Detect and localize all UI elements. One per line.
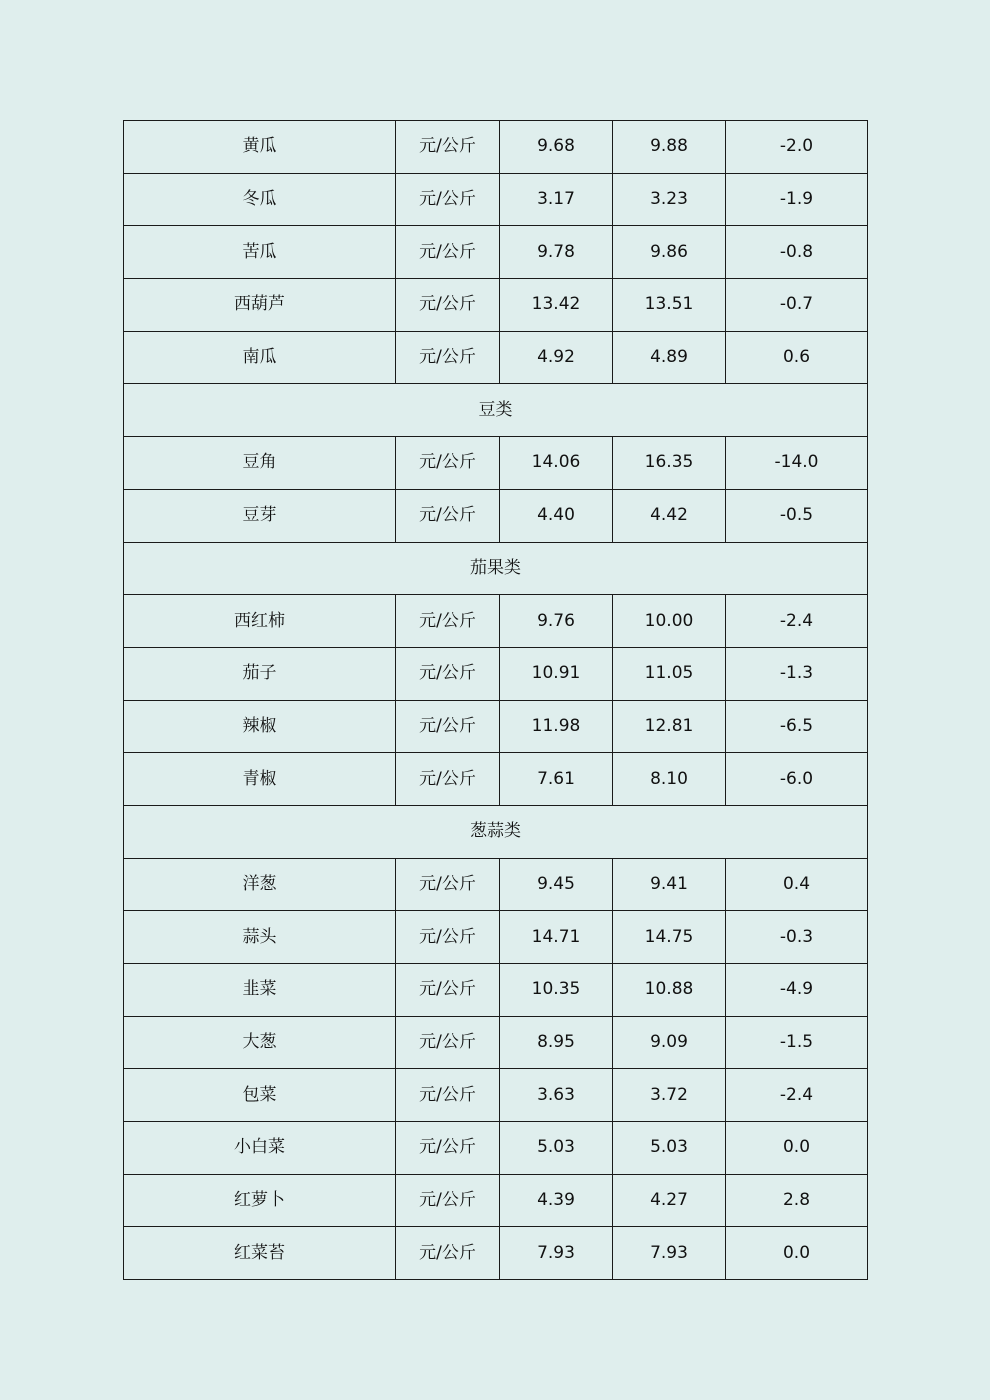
current-price-cell: 10.91 [500,647,613,700]
category-row [124,542,868,595]
table-row [124,595,868,648]
table-row [124,437,868,490]
change-percent-cell: 0.0 [726,1227,868,1280]
item-name-cell: 蒜头 [124,911,396,964]
change-percent-cell: -14.0 [726,437,868,490]
current-price-cell: 9.45 [500,858,613,911]
change-percent-cell: -4.9 [726,964,868,1017]
current-price-cell: 9.78 [500,226,613,279]
change-percent-cell: 0.4 [726,858,868,911]
table-row [124,1016,868,1069]
price-table-body [124,121,868,1280]
change-percent-cell: -1.5 [726,1016,868,1069]
table-row [124,700,868,753]
item-name-cell: 茄子 [124,647,396,700]
unit-cell: 元/公斤 [396,173,500,226]
table-row [124,331,868,384]
unit-cell: 元/公斤 [396,1227,500,1280]
item-name-cell: 豆角 [124,437,396,490]
previous-price-cell: 7.93 [613,1227,726,1280]
table-row [124,1122,868,1175]
category-label: 豆类 [124,384,868,437]
previous-price-cell: 3.23 [613,173,726,226]
item-name-cell: 冬瓜 [124,173,396,226]
previous-price-cell: 9.09 [613,1016,726,1069]
unit-cell: 元/公斤 [396,858,500,911]
unit-cell: 元/公斤 [396,647,500,700]
vegetable-price-table [123,120,868,1280]
unit-cell: 元/公斤 [396,1122,500,1175]
unit-cell: 元/公斤 [396,226,500,279]
unit-cell: 元/公斤 [396,753,500,806]
item-name-cell: 豆芽 [124,489,396,542]
current-price-cell: 14.06 [500,437,613,490]
change-percent-cell: -1.9 [726,173,868,226]
change-percent-cell: -6.5 [726,700,868,753]
current-price-cell: 3.17 [500,173,613,226]
change-percent-cell: -2.4 [726,595,868,648]
previous-price-cell: 10.00 [613,595,726,648]
unit-cell: 元/公斤 [396,489,500,542]
table-row [124,858,868,911]
current-price-cell: 5.03 [500,1122,613,1175]
table-row [124,489,868,542]
previous-price-cell: 11.05 [613,647,726,700]
table-row [124,173,868,226]
unit-cell: 元/公斤 [396,279,500,332]
table-row [124,911,868,964]
unit-cell: 元/公斤 [396,121,500,174]
current-price-cell: 10.35 [500,964,613,1017]
current-price-cell: 3.63 [500,1069,613,1122]
change-percent-cell: -1.3 [726,647,868,700]
current-price-cell: 9.76 [500,595,613,648]
current-price-cell: 8.95 [500,1016,613,1069]
current-price-cell: 7.61 [500,753,613,806]
table-row [124,121,868,174]
table-row [124,1174,868,1227]
previous-price-cell: 8.10 [613,753,726,806]
current-price-cell: 4.40 [500,489,613,542]
previous-price-cell: 4.89 [613,331,726,384]
unit-cell: 元/公斤 [396,1174,500,1227]
current-price-cell: 7.93 [500,1227,613,1280]
previous-price-cell: 4.27 [613,1174,726,1227]
item-name-cell: 南瓜 [124,331,396,384]
previous-price-cell: 13.51 [613,279,726,332]
item-name-cell: 包菜 [124,1069,396,1122]
change-percent-cell: -0.3 [726,911,868,964]
previous-price-cell: 3.72 [613,1069,726,1122]
unit-cell: 元/公斤 [396,911,500,964]
current-price-cell: 4.92 [500,331,613,384]
change-percent-cell: -2.0 [726,121,868,174]
table-row [124,964,868,1017]
current-price-cell: 9.68 [500,121,613,174]
change-percent-cell: -0.7 [726,279,868,332]
unit-cell: 元/公斤 [396,437,500,490]
current-price-cell: 4.39 [500,1174,613,1227]
category-row [124,805,868,858]
table-row [124,1227,868,1280]
change-percent-cell: -2.4 [726,1069,868,1122]
change-percent-cell: -6.0 [726,753,868,806]
item-name-cell: 红菜苔 [124,1227,396,1280]
item-name-cell: 洋葱 [124,858,396,911]
previous-price-cell: 10.88 [613,964,726,1017]
item-name-cell: 苦瓜 [124,226,396,279]
item-name-cell: 小白菜 [124,1122,396,1175]
item-name-cell: 红萝卜 [124,1174,396,1227]
table-row [124,647,868,700]
item-name-cell: 韭菜 [124,964,396,1017]
item-name-cell: 黄瓜 [124,121,396,174]
unit-cell: 元/公斤 [396,1069,500,1122]
change-percent-cell: -0.8 [726,226,868,279]
table-row [124,226,868,279]
current-price-cell: 11.98 [500,700,613,753]
table-row [124,1069,868,1122]
current-price-cell: 14.71 [500,911,613,964]
previous-price-cell: 9.41 [613,858,726,911]
previous-price-cell: 5.03 [613,1122,726,1175]
previous-price-cell: 12.81 [613,700,726,753]
unit-cell: 元/公斤 [396,331,500,384]
category-row [124,384,868,437]
item-name-cell: 大葱 [124,1016,396,1069]
change-percent-cell: 2.8 [726,1174,868,1227]
unit-cell: 元/公斤 [396,1016,500,1069]
unit-cell: 元/公斤 [396,964,500,1017]
change-percent-cell: 0.0 [726,1122,868,1175]
previous-price-cell: 4.42 [613,489,726,542]
current-price-cell: 13.42 [500,279,613,332]
item-name-cell: 西红柿 [124,595,396,648]
item-name-cell: 青椒 [124,753,396,806]
previous-price-cell: 16.35 [613,437,726,490]
table-row [124,279,868,332]
previous-price-cell: 9.86 [613,226,726,279]
table-row [124,753,868,806]
previous-price-cell: 9.88 [613,121,726,174]
category-label: 茄果类 [124,542,868,595]
category-label: 葱蒜类 [124,805,868,858]
unit-cell: 元/公斤 [396,700,500,753]
item-name-cell: 辣椒 [124,700,396,753]
item-name-cell: 西葫芦 [124,279,396,332]
change-percent-cell: -0.5 [726,489,868,542]
change-percent-cell: 0.6 [726,331,868,384]
previous-price-cell: 14.75 [613,911,726,964]
unit-cell: 元/公斤 [396,595,500,648]
